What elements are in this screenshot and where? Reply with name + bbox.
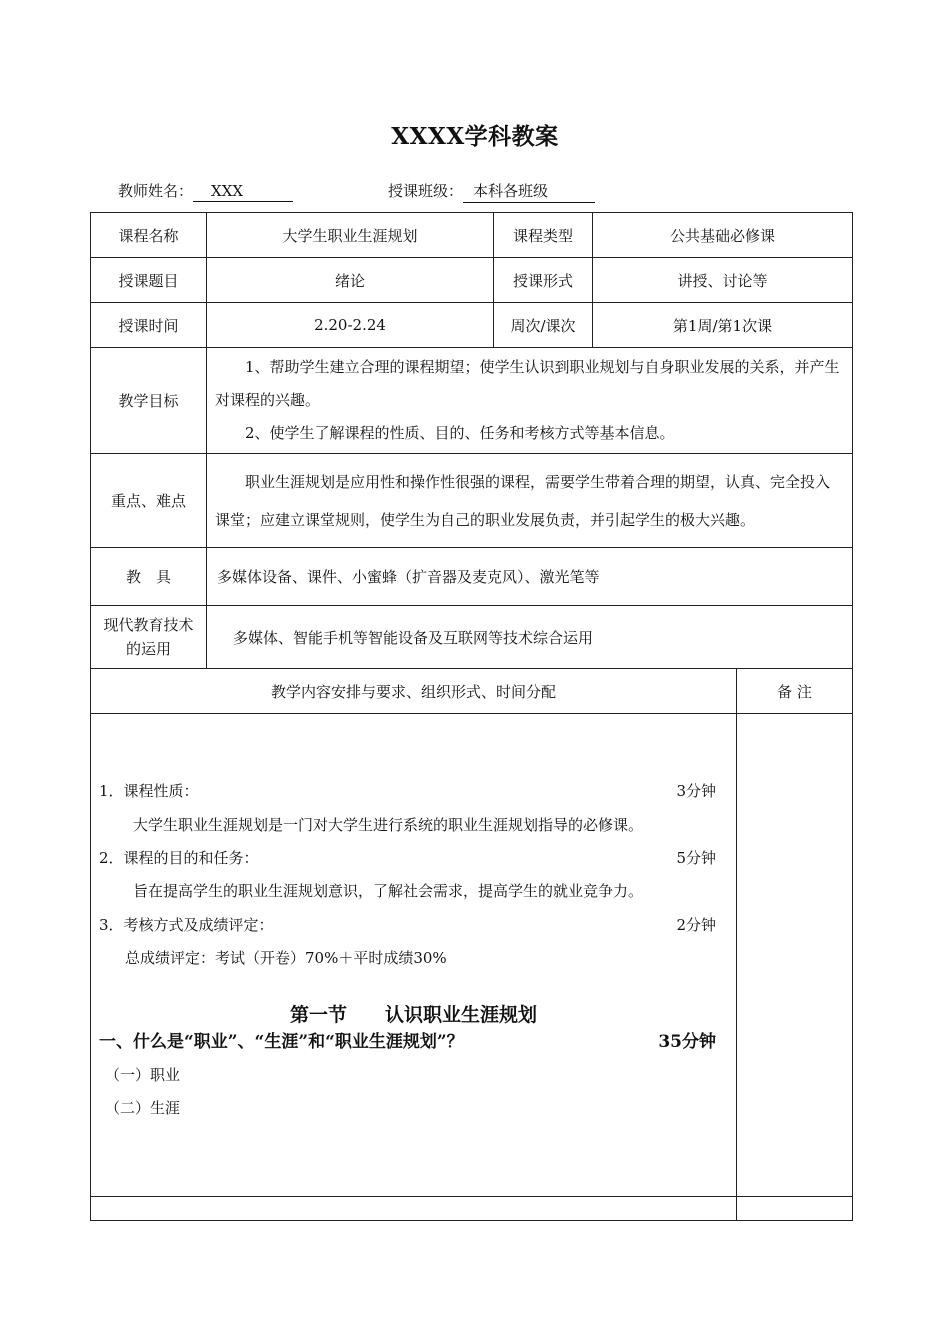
week-value: 第1周/第1次课 xyxy=(593,303,853,348)
content-header: 教学内容安排与要求、组织形式、时间分配 xyxy=(91,669,737,714)
sub1: （一）职业 xyxy=(105,1066,181,1084)
document-title: XXXX学科教案 xyxy=(391,123,559,150)
class-label: 授课班级： xyxy=(388,182,464,200)
tools-value: 多媒体设备、课件、小蜜蜂（扩音器及麦克风）、激光笔等 xyxy=(207,548,853,606)
question1-line xyxy=(99,1027,726,1052)
tech-value: 多媒体、智能手机等智能设备及互联网等技术综合运用 xyxy=(207,606,853,669)
item1-time: 3分钟 xyxy=(676,782,716,800)
row-goals xyxy=(91,348,853,454)
empty-remark-cell xyxy=(737,1197,853,1221)
class-value: 本科各班级 xyxy=(463,180,595,203)
item2-text: 旨在提高学生的职业生涯规划意识，了解社会需求，提高学生的就业竞争力。 xyxy=(133,882,644,900)
teacher-value: XXX xyxy=(193,182,293,202)
key-label: 重点、难点 xyxy=(91,454,207,548)
form-label: 授课形式 xyxy=(494,258,593,303)
topic-value: 绪论 xyxy=(207,258,494,303)
row-course-name xyxy=(91,213,853,258)
row-content xyxy=(91,714,853,1197)
goal-2: 2、使学生了解课程的性质、目的、任务和考核方式等基本信息。 xyxy=(245,424,675,442)
item1-line xyxy=(99,780,726,801)
item2-time: 5分钟 xyxy=(676,849,716,867)
lesson-plan-table xyxy=(90,212,853,1221)
goal-label: 教学目标 xyxy=(91,348,207,454)
item3-time: 2分钟 xyxy=(676,916,716,934)
row-tools xyxy=(91,548,853,606)
item1-title: 1．课程性质： xyxy=(99,782,199,800)
key-cell xyxy=(207,454,853,548)
item3-title: 3．考核方式及成绩评定： xyxy=(99,916,274,934)
row-key-points xyxy=(91,454,853,548)
topic-label: 授课题目 xyxy=(91,258,207,303)
item2-line xyxy=(99,847,726,868)
tech-label: 现代教育技术的运用 xyxy=(91,606,207,669)
course-name-value: 大学生职业生涯规划 xyxy=(207,213,494,258)
tools-label: 教 具 xyxy=(91,548,207,606)
class-info xyxy=(388,180,595,203)
key-value: 职业生涯规划是应用性和操作性很强的课程，需要学生带着合理的期望，认真、完全投入课堂；应建立课堂规则，使学生为自己的职业发展负责，并引起学生的极大兴趣。 xyxy=(215,472,831,529)
item3-text: 总成绩评定：考试（开卷）70%＋平时成绩30% xyxy=(125,949,447,967)
row-tech xyxy=(91,606,853,669)
teacher-info xyxy=(118,180,293,202)
goal-cell xyxy=(207,348,853,454)
course-name-label: 课程名称 xyxy=(91,213,207,258)
remark-header: 备 注 xyxy=(737,669,853,714)
content-cell xyxy=(91,714,737,1197)
row-time xyxy=(91,303,853,348)
course-type-label: 课程类型 xyxy=(494,213,593,258)
question1-time: 35分钟 xyxy=(658,1032,716,1052)
item1-text: 大学生职业生涯规划是一门对大学生进行系统的职业生涯规划指导的必修课。 xyxy=(133,816,644,834)
goal-1: 1、帮助学生建立合理的课程期望；使学生认识到职业规划与自身职业发展的关系，并产生对课程的兴趣。 xyxy=(215,358,840,409)
item3-line xyxy=(99,914,726,935)
sub2: （二）生涯 xyxy=(105,1099,181,1117)
time-label: 授课时间 xyxy=(91,303,207,348)
question1-title: 一、什么是“职业”、“生涯”和“职业生涯规划”？ xyxy=(99,1032,464,1052)
row-content-header xyxy=(91,669,853,714)
course-type-value: 公共基础必修课 xyxy=(593,213,853,258)
empty-content-cell xyxy=(91,1197,737,1221)
row-topic xyxy=(91,258,853,303)
remark-cell xyxy=(737,714,853,1197)
time-value: 2.20-2.24 xyxy=(207,303,494,348)
form-value: 讲授、讨论等 xyxy=(593,258,853,303)
row-empty xyxy=(91,1197,853,1221)
item2-title: 2．课程的目的和任务： xyxy=(99,849,259,867)
section-title: 第一节 认识职业生涯规划 xyxy=(289,1004,537,1026)
week-label: 周次/课次 xyxy=(494,303,593,348)
teacher-label: 教师姓名： xyxy=(118,182,194,200)
